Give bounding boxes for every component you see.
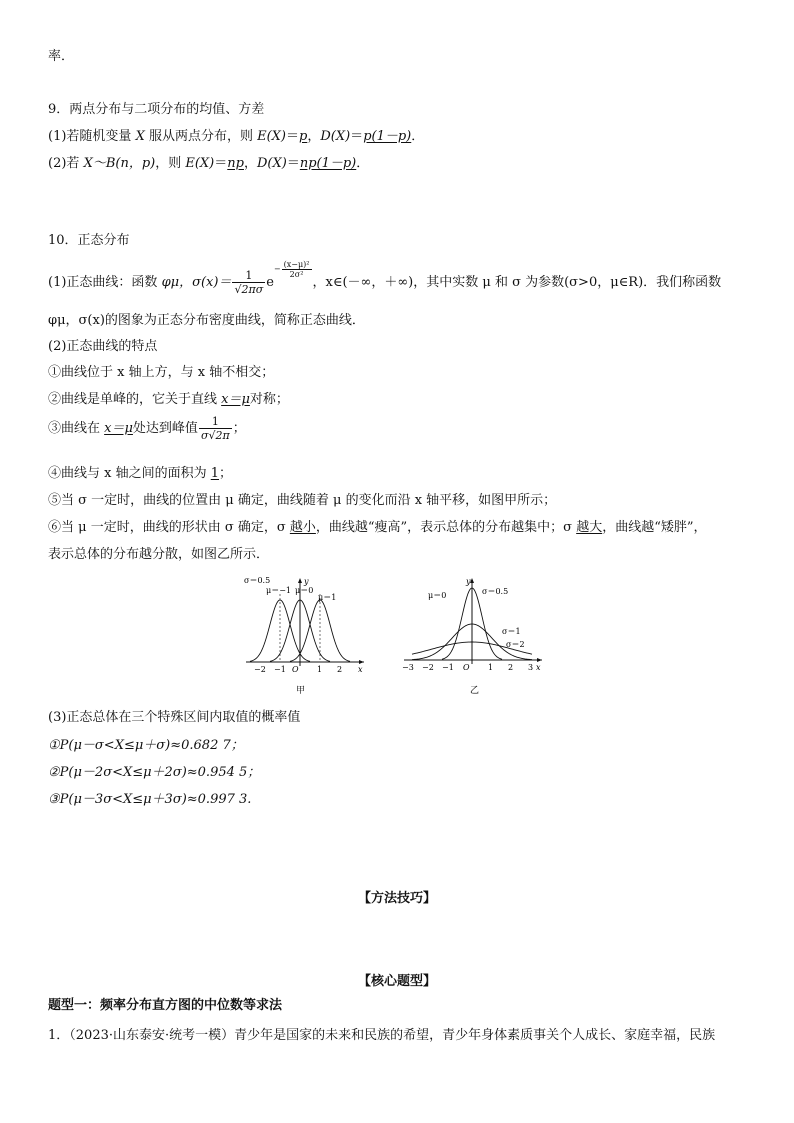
formula-phi: φμ，σ(x)＝ (161, 275, 232, 290)
x-label: x (358, 665, 363, 674)
feature-3 (48, 414, 246, 444)
tick-label: −3 (402, 663, 414, 672)
sigma-label: σ＝0.5 (244, 576, 271, 585)
text: (1)若随机变量 (48, 129, 136, 144)
text: (2)若 (48, 156, 84, 171)
text: ； (232, 421, 246, 436)
text: ，则 (155, 156, 186, 171)
figure-jia (240, 574, 370, 702)
continued-text: 率． (48, 49, 75, 64)
text: ，x∈(－∞，＋∞)，其中实数 μ 和 σ 为参数(σ>0，μ∈R)．我们称函数 (312, 275, 722, 290)
mu-label: μ＝−1 (266, 586, 291, 595)
fraction-numerator: 1 (232, 269, 265, 283)
text: D(X) (320, 129, 351, 144)
feature-6-cont: 表示总体的分布越分散，如图乙所示． (48, 547, 270, 562)
tick-label: 2 (508, 663, 514, 672)
prob-title: (3)正态总体在三个特殊区间内取值的概率值 (48, 710, 301, 725)
mu-label: μ＝0 (295, 586, 314, 595)
prob-2: ②P(μ－2σ<X≤μ＋2σ)≈0.954 5； (48, 765, 261, 780)
text: ④曲线与 x 轴之间的面积为 (48, 466, 211, 481)
mu-label: μ＝1 (318, 593, 337, 602)
answer-blank: x＝μ (104, 421, 133, 436)
text: X～B(n，p) (83, 156, 156, 171)
tick-label: −2 (422, 663, 434, 672)
tick-label: 3 (528, 663, 534, 672)
fraction (199, 415, 232, 442)
exponent-denominator: 2σ² (289, 270, 304, 279)
feature-6 (48, 519, 707, 537)
sigma-label: σ＝0.5 (482, 587, 509, 596)
answer-blank: 1 (210, 466, 220, 481)
tick-label: O (463, 663, 470, 672)
text: e (266, 275, 274, 290)
feature-2 (48, 391, 289, 409)
tick-label: 1 (317, 665, 323, 674)
y-axis-arrow (298, 578, 302, 583)
tick-label: −2 (254, 665, 266, 674)
text: ； (219, 466, 233, 481)
x-axis-arrow (537, 658, 542, 662)
text: E(X) (185, 156, 215, 171)
text: ＝ (214, 156, 228, 171)
question-1: 1．（2023·山东泰安·统考一模）青少年是国家的未来和民族的希望，青少年身体素质事关个人成长、家庭幸福，民族 (48, 1028, 716, 1043)
tick-label: −1 (274, 665, 286, 674)
text: ． (356, 156, 370, 171)
exponent-numerator: (x−μ)² (283, 260, 310, 269)
figure-caption: 乙 (470, 686, 480, 696)
features-title: (2)正态曲线的特点 (48, 339, 158, 354)
answer-blank: np (227, 156, 244, 171)
figure-caption: 甲 (296, 686, 306, 696)
core-heading: 【核心题型】 (357, 974, 436, 989)
fraction-denominator: σ√2π (200, 429, 230, 442)
text: ， (243, 156, 257, 171)
answer-blank: 越小 (289, 520, 316, 535)
exponent (274, 260, 313, 279)
text: ． (411, 129, 425, 144)
y-axis-arrow (470, 578, 474, 583)
feature-1: ①曲线位于 x 轴上方，与 x 轴不相交； (48, 365, 275, 380)
section-9-line-2 (48, 155, 369, 173)
text: ②曲线是单峰的，它关于直线 (48, 392, 222, 407)
fraction (232, 269, 265, 296)
text: ⑥当 μ 一定时，曲线的形状由 σ 确定，σ (48, 520, 290, 535)
tick-label: 2 (337, 665, 343, 674)
tick-label: 1 (488, 663, 494, 672)
text: ， (307, 129, 321, 144)
section-9-title: 9．两点分布与二项分布的均值、方差 (48, 102, 265, 117)
text: X (135, 129, 145, 144)
methods-heading: 【方法技巧】 (357, 891, 436, 906)
y-label: y (466, 577, 471, 586)
text: ＝ (350, 129, 364, 144)
text: 处达到峰值 (132, 421, 198, 436)
fraction-denominator: √2πσ (234, 283, 264, 296)
y-label: y (304, 577, 309, 586)
text: 服从两点分布，则 (144, 129, 258, 144)
normal-curve-definition-2: φμ，σ(x)的图象为正态分布密度曲线，简称正态曲线． (48, 313, 365, 328)
text: E(X) (257, 129, 286, 144)
text: (1)正态曲线：函数 (48, 275, 162, 290)
text: D(X) (256, 156, 287, 171)
tick-label: O (292, 665, 299, 674)
x-axis-arrow (359, 660, 364, 664)
answer-blank: p(1－p) (363, 129, 412, 144)
normal-curve-definition (48, 260, 722, 298)
answer-blank: np(1－p) (299, 156, 357, 171)
exponent-sign: − (273, 264, 281, 274)
text: ③曲线在 (48, 421, 105, 436)
answer-blank: p (299, 129, 308, 144)
feature-4 (48, 465, 232, 483)
question-type-title: 题型一：频率分布直方图的中位数等求法 (48, 998, 283, 1013)
sigma-label: σ＝1 (502, 627, 521, 636)
exponent-fraction (282, 260, 312, 279)
prob-3: ③P(μ－3σ<X≤μ＋3σ)≈0.997 3. (48, 792, 252, 807)
section-9-line-1 (48, 128, 424, 146)
figure-yi (398, 574, 548, 702)
text: ，曲线越“瘦高”，表示总体的分布越集中；σ (315, 520, 577, 535)
mu-label: μ＝0 (428, 591, 447, 600)
answer-blank: x＝μ (221, 392, 250, 407)
feature-5: ⑤当 σ 一定时，曲线的位置由 μ 确定，曲线随着 μ 的变化而沿 x 轴平移，如图甲所示； (48, 493, 557, 508)
text: ，曲线越“矮胖”， (602, 520, 707, 535)
x-label: x (536, 663, 541, 672)
tick-label: −1 (442, 663, 454, 672)
section-10-title: 10．正态分布 (48, 233, 130, 248)
answer-blank: 越大 (576, 520, 603, 535)
fraction-numerator: 1 (199, 415, 232, 429)
text: ＝ (286, 156, 300, 171)
sigma-label: σ＝2 (506, 640, 525, 649)
prob-1: ①P(μ－σ<X≤μ＋σ)≈0.682 7； (48, 738, 244, 753)
text: 对称； (249, 392, 289, 407)
text: ＝ (285, 129, 299, 144)
